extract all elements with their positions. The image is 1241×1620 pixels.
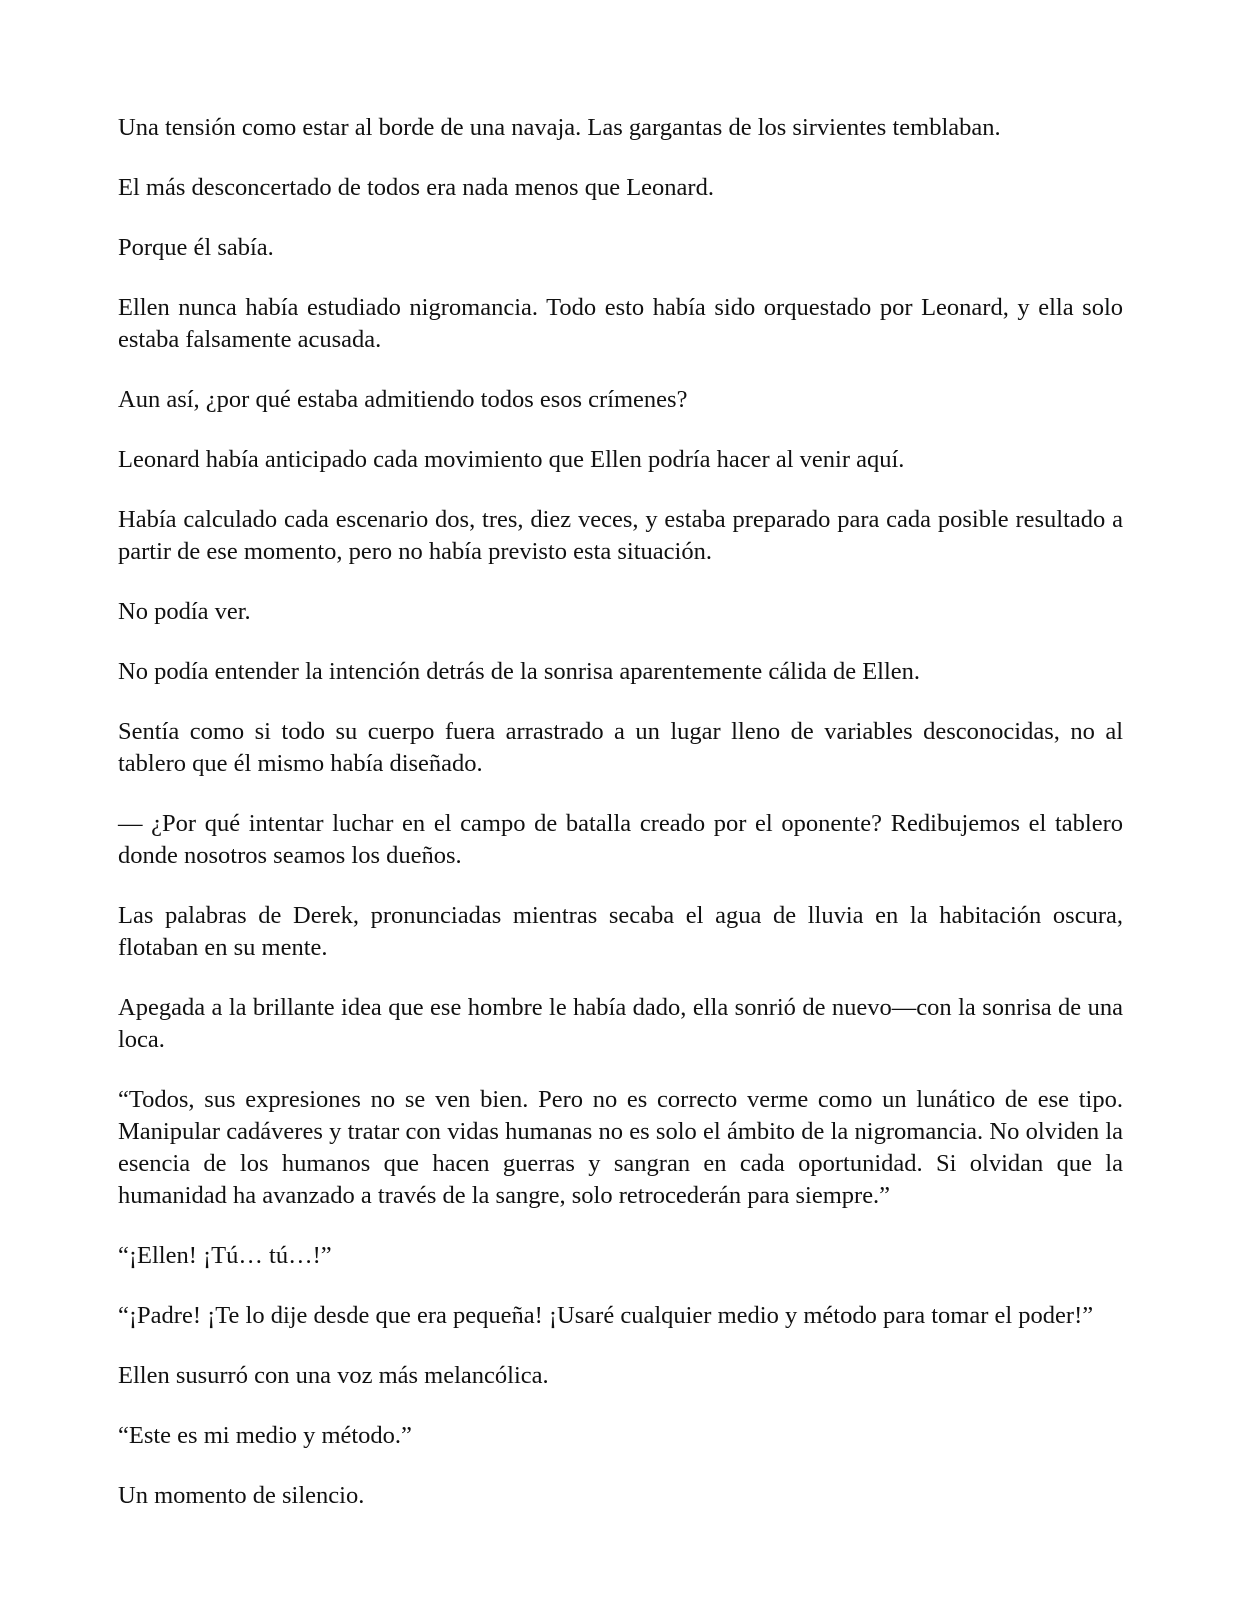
paragraph: Las palabras de Derek, pronunciadas mientras secaba el agua de lluvia en la habitación oscura, flotaban en su mente.: [118, 902, 1123, 961]
paragraph: “Este es mi medio y método.”: [118, 1422, 412, 1449]
paragraph: No podía entender la intención detrás de la sonrisa aparentemente cálida de Ellen.: [118, 658, 921, 685]
paragraph: “Todos, sus expresiones no se ven bien. Pero no es correcto verme como un lunático de ese tipo. Manipular cadáveres y tratar con vidas humanas no es solo el ámbito de la nigromancia. No olviden la esencia de los humanos que hacen guerras y sangran en cada oportunidad. Si olvidan que la humanidad ha avanzado a través de la sangre, solo retrocederán para siempre.”: [118, 1086, 1123, 1209]
paragraph: — ¿Por qué intentar luchar en el campo de batalla creado por el oponente? Redibujemos el tablero donde nosotros seamos los dueños.: [118, 810, 1123, 869]
paragraph: “¡Ellen! ¡Tú… tú…!”: [118, 1242, 332, 1269]
paragraph: Había calculado cada escenario dos, tres, diez veces, y estaba preparado para cada posible resultado a partir de ese momento, pero no había previsto esta situación.: [118, 506, 1123, 565]
paragraph: Una tensión como estar al borde de una navaja. Las gargantas de los sirvientes temblaban.: [118, 114, 1001, 141]
paragraph: Ellen susurró con una voz más melancólica.: [118, 1362, 549, 1389]
paragraph: No podía ver.: [118, 598, 251, 625]
paragraph: “¡Padre! ¡Te lo dije desde que era pequeña! ¡Usaré cualquier medio y método para tomar el poder!”: [118, 1302, 1094, 1329]
paragraph: Sentía como si todo su cuerpo fuera arrastrado a un lugar lleno de variables desconocidas, no al tablero que él mismo había diseñado.: [118, 718, 1123, 777]
paragraph: Porque él sabía.: [118, 234, 274, 261]
paragraph: Aun así, ¿por qué estaba admitiendo todos esos crímenes?: [118, 386, 688, 413]
paragraph: Leonard había anticipado cada movimiento que Ellen podría hacer al venir aquí.: [118, 446, 905, 473]
document-page: [118, 112, 1123, 1540]
paragraph: Apegada a la brillante idea que ese hombre le había dado, ella sonrió de nuevo—con la sonrisa de una loca.: [118, 994, 1123, 1053]
paragraph: El más desconcertado de todos era nada menos que Leonard.: [118, 174, 714, 201]
paragraph: Ellen nunca había estudiado nigromancia. Todo esto había sido orquestado por Leonard, y ella solo estaba falsamente acusada.: [118, 294, 1123, 353]
paragraph: Un momento de silencio.: [118, 1482, 365, 1509]
